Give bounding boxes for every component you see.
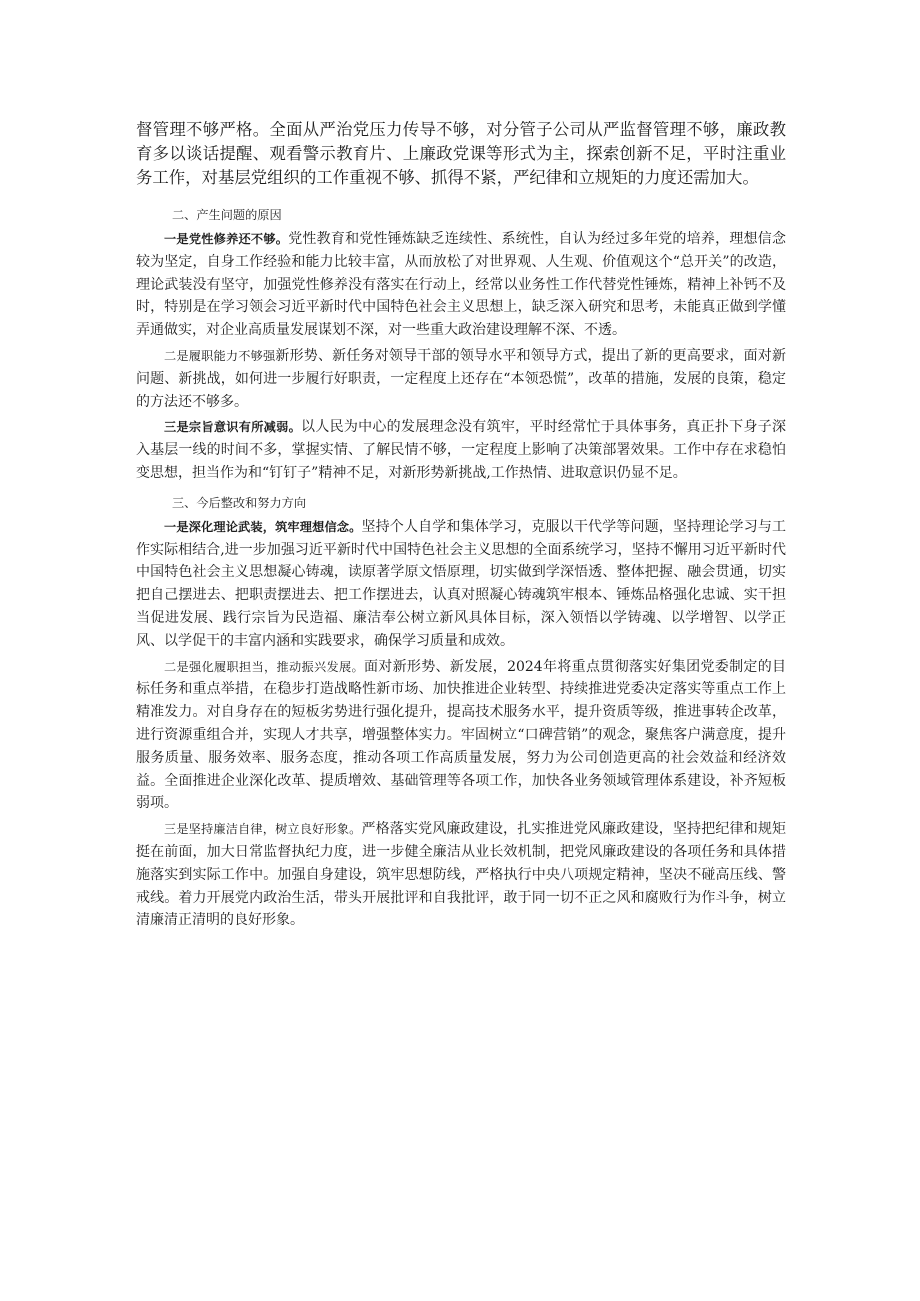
intro-paragraph: 督管理不够严格。全面从严治党压力传导不够，对分管子公司从严监督管理不够，廉政教育多以谈话提醒、观看警示教育片、上廉政党课等形式为主，探索创新不足，平时注重业务工作，对基层党组织的工作重视不够、抓得不紧，严纪律和立规矩的力度还需加大。 xyxy=(136,120,786,187)
cause-3-tag: 三是宗旨意识有所减弱。 xyxy=(164,420,302,435)
direction-1-tag: 一是深化理论武装，筑牢理想信念。 xyxy=(164,519,362,534)
section-heading-causes: 二、产生问题的原因 xyxy=(172,208,282,222)
cause-2-tag: 二是履职能力不够强 xyxy=(164,348,276,363)
cause-paragraph-1 xyxy=(136,228,786,342)
section-heading-direction: 三、今后整改和努力方向 xyxy=(172,495,307,510)
direction-paragraph-1 xyxy=(136,516,786,653)
direction-paragraph-2 xyxy=(136,656,786,816)
direction-3-tag: 三是坚持廉洁自律，树立良好形象。 xyxy=(164,822,362,837)
cause-paragraph-2 xyxy=(136,345,786,413)
cause-1-tag: 一是党性修养还不够。 xyxy=(164,232,289,246)
direction-3-text: 严格落实党风廉政建设，扎实推进党风廉政建设，坚持把纪律和规矩挺在前面，加大日常监督执纪力度，进一步健全廉洁从业长效机制，把党风廉政建设的各项任务和具体措施落实到实际工作中。加强自身建设，筑牢思想防线，严格执行中央八项规定精神，坚决不碰高压线、警戒线。着力开展党内政治生活，带头开展批评和自我批评，敢于同一切不正之风和腐败行为作斗争，树立清廉清正清明的良好形象。 xyxy=(136,821,787,929)
direction-2-tag: 二是强化履职担当，推动振兴发展。 xyxy=(164,659,364,674)
cause-3-text: 以人民为中心的发展理念没有筑牢，平时经常忙于具体事务，真正扑下身子深入基层一线的时间不多，掌握实情、了解民情不够，一定程度上影响了决策部署效果。工作中存在求稳怕变思想，担当作为和“钉钉子”精神不足，对新形势新挑战,工作热情、进取意识仍显不足。 xyxy=(136,419,786,481)
cause-2-text: 新形势、新任务对领导干部的领导水平和领导方式，提出了新的更高要求，面对新问题、新挑战，如何进一步履行好职责，一定程度上还存在“本领恐慌”，改革的措施，发展的良策，稳定的方法还不够多。 xyxy=(136,347,787,410)
direction-1-text: 坚持个人自学和集体学习，克服以干代学等问题，坚持理论学习与工作实际相结合,进一步加强习近平新时代中国特色社会主义思想的全面系统学习，坚持不懈用习近平新时代中国特色社会主义思想凝心铸魂，读原著学原文悟原理，切实做到学深悟透、整体把握、融会贯通，切实把自己摆进去、把职责摆进去、把工作摆进去，认真对照凝心铸魂筑牢根本、锤炼品格强化忠诚、实干担当促进发展、践行宗旨为民造福、廉洁奉公树立新风具体目标，深入领悟以学铸魂、以学增智、以学正风、以学促干的丰富内涵和实践要求，确保学习质量和成效。 xyxy=(136,518,787,649)
cause-1-text: 党性教育和党性锤炼缺乏连续性、系统性，自认为经过多年党的培养，理想信念较为坚定，自身工作经验和能力比较丰富，从而放松了对世界观、人生观、价值观这个“总开关”的改造，理论武装没有坚守，加强党性修养没有落实在行动上，经常以业务性工作代替党性锤炼，精神上补钙不及时，特别是在学习领会习近平新时代中国特色社会主义思想上，缺乏深入研究和思考，未能真正做到学懂弄通做实，对企业高质量发展谋划不深，对一些重大政治建设理解不深、不透。 xyxy=(136,231,787,339)
direction-paragraph-3 xyxy=(136,818,786,932)
direction-2-text: 面对新形势、新发展，2024年将重点贯彻落实好集团党委制定的目标任务和重点举措，在稳步打造战略性新市场、加快推进企业转型、持续推进党委决定落实等重点工作上精准发力。对自身存在的短板劣势进行强化提升，提高技术服务水平，提升资质等级，推进事转企改革，进行资源重组合并，实现人才共享，增强整体实力。牢固树立“口碑营销”的观念，聚焦客户满意度，提升服务质量、服务效率、服务态度，推动各项工作高质量发展，努力为公司创造更高的社会效益和经济效益。全面推进企业深化改革、提质增效、基础管理等各项工作，加快各业务领域管理体系建设，补齐短板弱项。 xyxy=(136,658,787,812)
cause-paragraph-3 xyxy=(136,416,786,484)
